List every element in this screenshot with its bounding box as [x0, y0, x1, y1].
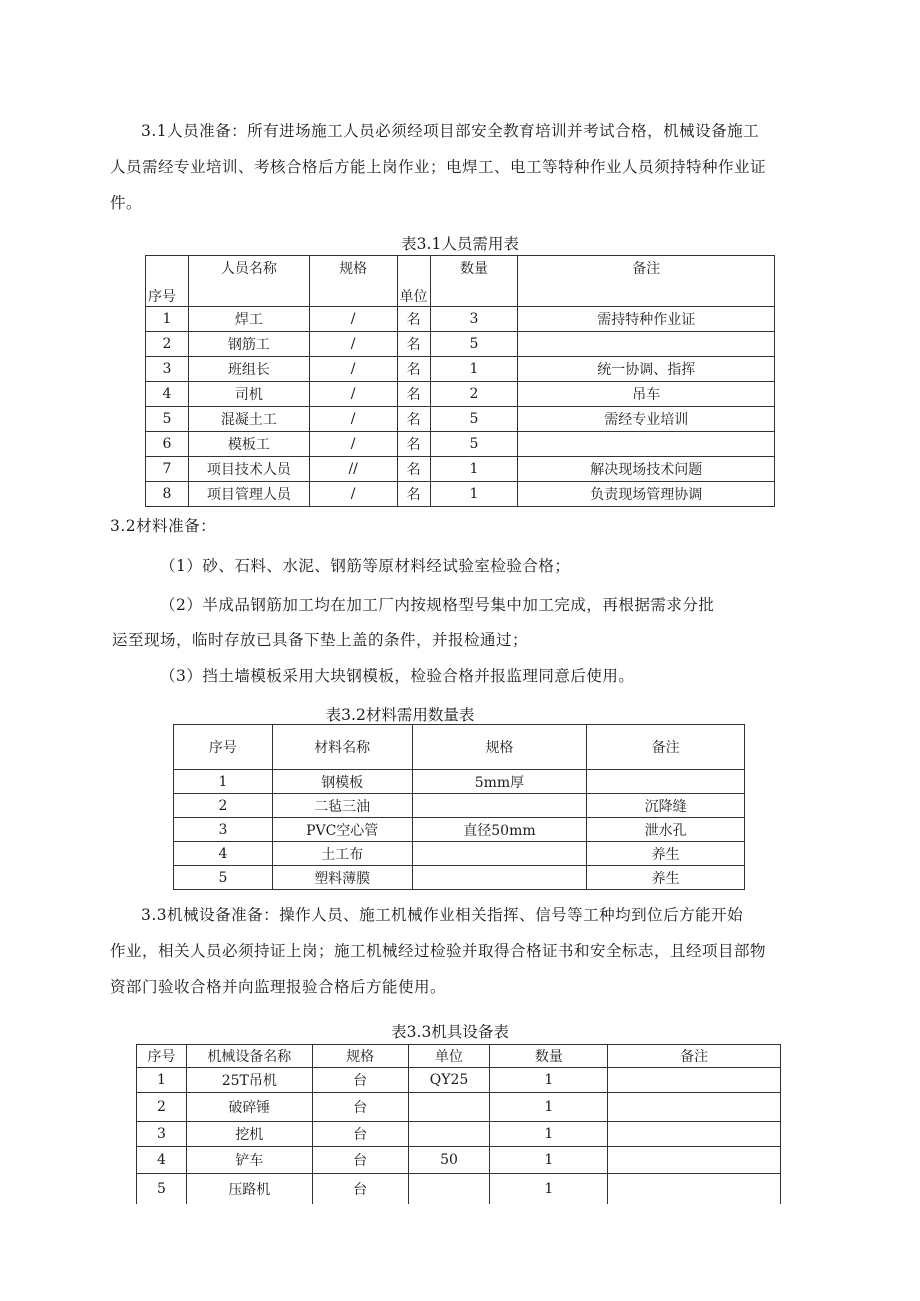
cell-note — [518, 432, 775, 457]
table-3-2-header-row — [174, 725, 745, 770]
cell-name: 25T吊机 — [186, 1068, 312, 1093]
cell-seq: 1 — [174, 770, 273, 794]
cell-spec: 台 — [312, 1068, 408, 1093]
cell-qty: 5 — [430, 332, 518, 357]
cell-note — [518, 332, 775, 357]
cell-note — [608, 1147, 781, 1174]
cell-name: 压路机 — [186, 1174, 312, 1205]
cell-spec: 台 — [312, 1147, 408, 1174]
cell-qty: 2 — [430, 382, 518, 407]
table-row — [137, 1093, 781, 1122]
cell-spec: / — [309, 382, 397, 407]
cell-unit: 50 — [408, 1147, 490, 1174]
cell-name: 模板工 — [188, 432, 309, 457]
table-row — [174, 770, 745, 794]
table-3-2-header-note: 备注 — [587, 725, 745, 770]
cell-spec: 5mm厚 — [412, 770, 587, 794]
cell-qty: 1 — [430, 457, 518, 482]
cell-seq: 7 — [146, 457, 189, 482]
cell-qty: 1 — [490, 1122, 608, 1147]
cell-seq: 5 — [174, 866, 273, 890]
cell-note — [608, 1093, 781, 1122]
cell-note: 需持特种作业证 — [518, 307, 775, 332]
cell-qty: 1 — [490, 1147, 608, 1174]
table-3-1 — [145, 255, 775, 507]
section-3-3-line-2: 作业，相关人员必须持证上岗；施工机械经过检验并取得合格证书和安全标志，且经项目部物 — [110, 942, 767, 960]
cell-seq: 2 — [137, 1093, 187, 1122]
cell-spec: 台 — [312, 1174, 408, 1205]
table-row — [146, 307, 775, 332]
cell-name: 项目管理人员 — [188, 482, 309, 507]
cell-spec: // — [309, 457, 397, 482]
table-3-2 — [173, 724, 745, 890]
cell-spec: / — [309, 482, 397, 507]
table-3-3-header-unit: 单位 — [408, 1045, 490, 1068]
section-3-1-paragraph — [110, 113, 812, 221]
cell-spec: 台 — [312, 1093, 408, 1122]
cell-seq: 2 — [146, 332, 189, 357]
table-row — [174, 794, 745, 818]
table-3-1-header-name: 人员名称 — [188, 256, 309, 307]
table-3-1-header-qty: 数量 — [430, 256, 518, 307]
cell-note — [587, 770, 745, 794]
table-row — [146, 407, 775, 432]
cell-seq: 4 — [137, 1147, 187, 1174]
cell-note: 需经专业培训 — [518, 407, 775, 432]
cell-note: 负责现场管理协调 — [518, 482, 775, 507]
cell-qty: 3 — [430, 307, 518, 332]
table-3-3-caption: 表3.3机具设备表 — [391, 1023, 509, 1041]
section-3-1-line-2: 人员需经专业培训、考核合格后方能上岗作业；电焊工、电工等特种作业人员须持特种作业证 — [110, 158, 767, 176]
cell-note: 泄水孔 — [587, 818, 745, 842]
cell-seq: 5 — [137, 1174, 187, 1205]
cell-seq: 1 — [137, 1068, 187, 1093]
table-row — [146, 482, 775, 507]
table-row — [174, 842, 745, 866]
cell-unit — [408, 1122, 490, 1147]
section-3-2-item-2: （2）半成品钢筋加工均在加工厂内按规格型号集中加工完成，再根据需求分批 — [160, 596, 715, 614]
table-3-1-header-spec: 规格 — [309, 256, 397, 307]
table-3-2-header-name: 材料名称 — [272, 725, 412, 770]
cell-unit: 名 — [397, 332, 430, 357]
cell-spec — [412, 842, 587, 866]
cell-spec — [412, 866, 587, 890]
section-3-2-item-3: （3）挡土墙模板采用大块钢模板，检验合格并报监理同意后使用。 — [160, 667, 635, 685]
table-3-2-header-spec: 规格 — [412, 725, 587, 770]
table-3-2-caption: 表3.2材料需用数量表 — [325, 706, 475, 724]
cell-unit: 名 — [397, 307, 430, 332]
cell-name: 破碎锤 — [186, 1093, 312, 1122]
cell-note: 沉降缝 — [587, 794, 745, 818]
table-3-1-header-note: 备注 — [518, 256, 775, 307]
table-row — [137, 1068, 781, 1093]
section-3-3-line-3: 资部门验收合格并向监理报验合格后方能使用。 — [110, 978, 447, 996]
table-row — [174, 866, 745, 890]
cell-note: 吊车 — [518, 382, 775, 407]
cell-name: 钢筋工 — [188, 332, 309, 357]
cell-unit — [408, 1174, 490, 1205]
cell-spec: / — [309, 357, 397, 382]
cell-note: 养生 — [587, 842, 745, 866]
cell-spec: / — [309, 307, 397, 332]
cell-qty: 1 — [430, 482, 518, 507]
table-3-3-header-spec: 规格 — [312, 1045, 408, 1068]
table-row — [146, 457, 775, 482]
cell-seq: 4 — [174, 842, 273, 866]
cell-name: 挖机 — [186, 1122, 312, 1147]
section-3-2-item-2-cont: 运至现场，临时存放已具备下垫上盖的条件，并报检通过； — [112, 631, 529, 649]
table-row — [146, 332, 775, 357]
cell-unit: 名 — [397, 457, 430, 482]
table-row — [137, 1122, 781, 1147]
cell-note — [608, 1174, 781, 1205]
cell-spec — [412, 794, 587, 818]
cell-qty: 1 — [490, 1093, 608, 1122]
cell-note: 解决现场技术问题 — [518, 457, 775, 482]
table-3-1-header-unit: 单位 — [397, 256, 430, 307]
table-3-3-header-row — [137, 1045, 781, 1068]
section-3-3-line-1: 3.3机械设备准备：操作人员、施工机械作业相关指挥、信号等工种均到位后方能开始 — [141, 906, 744, 924]
table-3-3 — [136, 1044, 781, 1204]
cell-name: 土工布 — [272, 842, 412, 866]
cell-unit: 名 — [397, 432, 430, 457]
cell-qty: 5 — [430, 407, 518, 432]
cell-seq: 1 — [146, 307, 189, 332]
cell-name: 混凝土工 — [188, 407, 309, 432]
cell-name: 项目技术人员 — [188, 457, 309, 482]
cell-name: 钢模板 — [272, 770, 412, 794]
cell-qty: 1 — [430, 357, 518, 382]
cell-spec: 直径50mm — [412, 818, 587, 842]
cell-unit: QY25 — [408, 1068, 490, 1093]
cell-name: 司机 — [188, 382, 309, 407]
cell-seq: 5 — [146, 407, 189, 432]
table-row — [174, 818, 745, 842]
cell-name: 塑料薄膜 — [272, 866, 412, 890]
cell-unit: 名 — [397, 482, 430, 507]
table-3-2-header-seq: 序号 — [174, 725, 273, 770]
table-3-1-header-seq: 序号 — [146, 256, 189, 307]
cell-qty: 1 — [490, 1068, 608, 1093]
cell-unit: 名 — [397, 407, 430, 432]
table-row — [137, 1147, 781, 1174]
table-3-3-header-qty: 数量 — [490, 1045, 608, 1068]
cell-name: 铲车 — [186, 1147, 312, 1174]
cell-seq: 3 — [146, 357, 189, 382]
cell-name: PVC空心管 — [272, 818, 412, 842]
cell-seq: 3 — [174, 818, 273, 842]
cell-qty: 1 — [490, 1174, 608, 1205]
cell-spec: 台 — [312, 1122, 408, 1147]
table-3-3-header-seq: 序号 — [137, 1045, 187, 1068]
cell-seq: 2 — [174, 794, 273, 818]
table-row — [146, 432, 775, 457]
cell-name: 二毡三油 — [272, 794, 412, 818]
cell-name: 班组长 — [188, 357, 309, 382]
cell-seq: 3 — [137, 1122, 187, 1147]
cell-unit: 名 — [397, 357, 430, 382]
table-3-1-header-row — [146, 256, 775, 307]
table-3-3-header-name: 机械设备名称 — [186, 1045, 312, 1068]
cell-spec: / — [309, 332, 397, 357]
section-3-3-paragraph — [110, 897, 812, 1005]
section-3-1-line-3: 件。 — [110, 194, 143, 212]
cell-unit: 名 — [397, 382, 430, 407]
cell-note: 养生 — [587, 866, 745, 890]
cell-spec: / — [309, 432, 397, 457]
table-row — [146, 357, 775, 382]
cell-seq: 6 — [146, 432, 189, 457]
section-3-2-title: 3.2材料准备： — [110, 517, 217, 535]
cell-name: 焊工 — [188, 307, 309, 332]
cell-seq: 8 — [146, 482, 189, 507]
section-3-2-item-1: （1）砂、石料、水泥、钢筋等原材料经试验室检验合格； — [160, 557, 571, 575]
table-row — [146, 382, 775, 407]
cell-seq: 4 — [146, 382, 189, 407]
table-row — [137, 1174, 781, 1205]
cell-note — [608, 1068, 781, 1093]
table-3-1-caption: 表3.1人员需用表 — [401, 235, 519, 253]
cell-spec: / — [309, 407, 397, 432]
cell-note: 统一协调、指挥 — [518, 357, 775, 382]
table-3-3-header-note: 备注 — [608, 1045, 781, 1068]
cell-note — [608, 1122, 781, 1147]
cell-qty: 5 — [430, 432, 518, 457]
section-3-1-line-1: 3.1人员准备：所有进场施工人员必须经项目部安全教育培训并考试合格，机械设备施工 — [141, 122, 760, 140]
cell-unit — [408, 1093, 490, 1122]
